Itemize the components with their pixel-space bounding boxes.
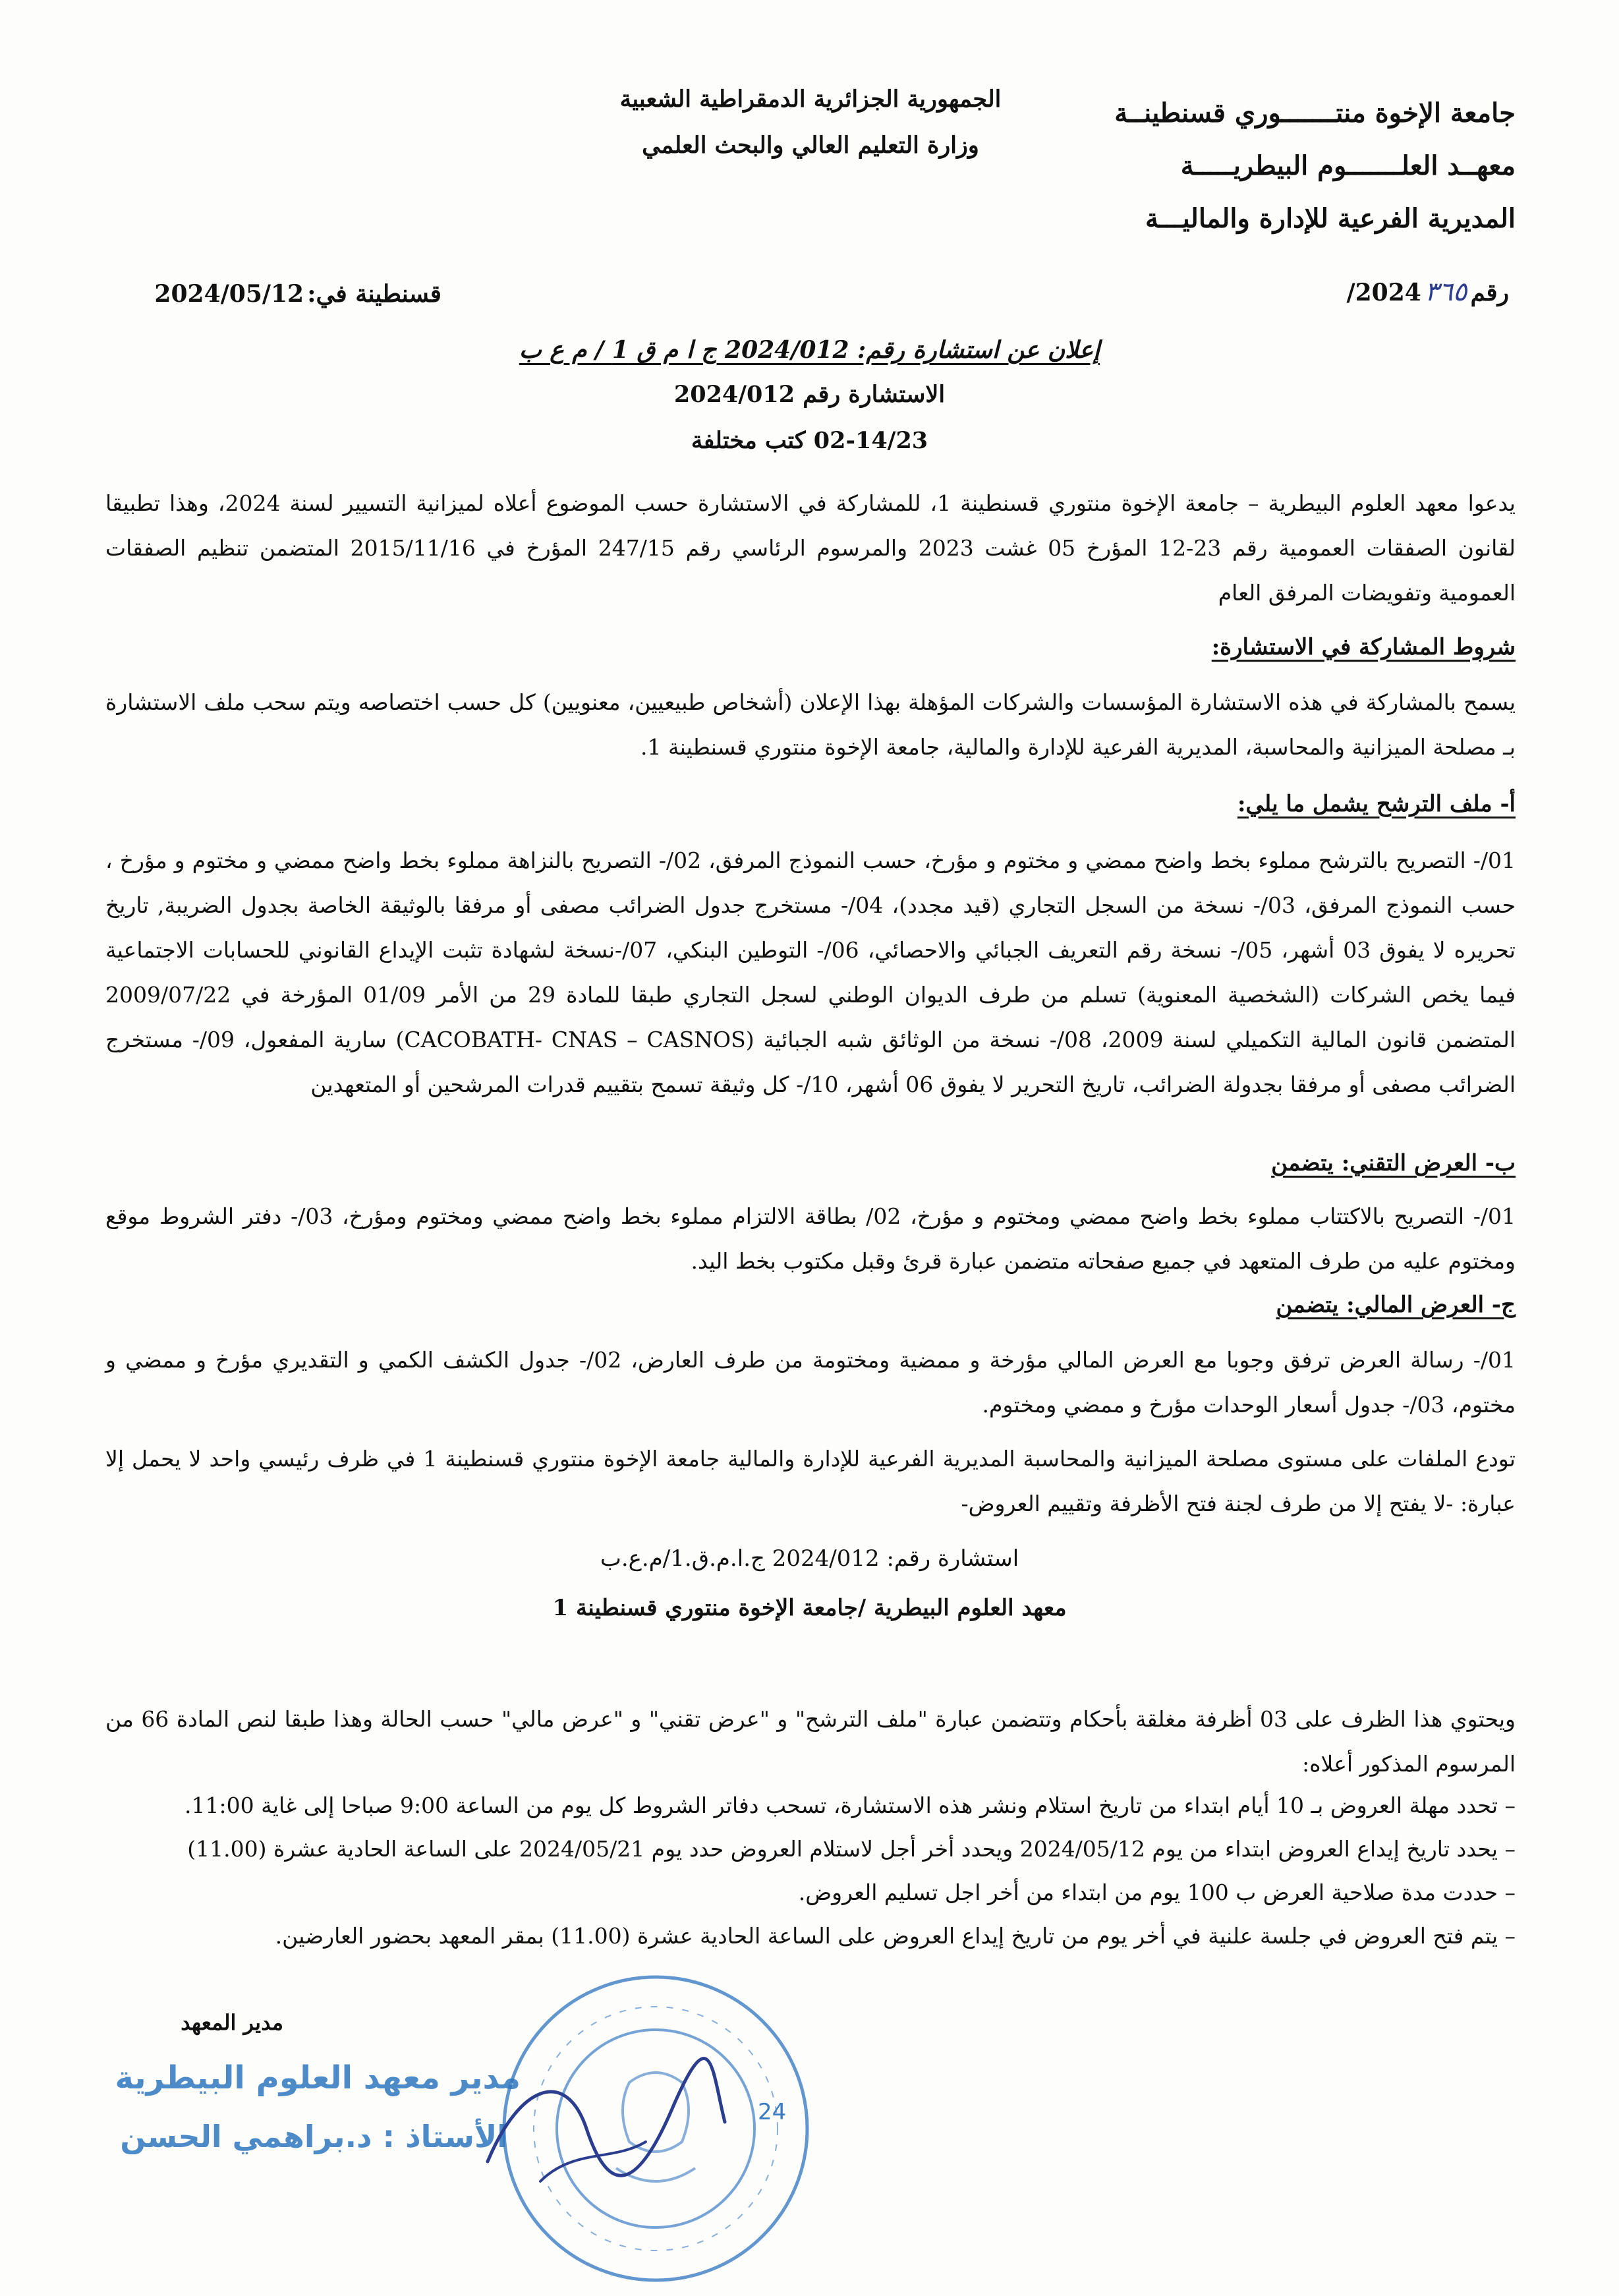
consultation-subject: 02-14/23 كتب مختلفة <box>691 427 928 454</box>
deadlines-list <box>105 1793 1516 1966</box>
director-stamp-line-1: مدير معهد العلوم البيطرية <box>115 2059 521 2096</box>
republic-name: الجمهورية الجزائرية الدمقراطية الشعبية <box>619 86 1002 113</box>
handwritten-signature <box>461 2030 738 2227</box>
section-a-heading: أ- ملف الترشح يشمل ما يلي: <box>1237 791 1516 817</box>
section-b-text: 01/- التصريح بالاكتتاب مملوء بخط واضح ممضي ومختوم و مؤرخ، 02/ بطاقة الالتزام مملوء بخط واضح ممضي ومختوم ومؤرخ، 03/- دفتر الشروط موقع ومختوم عليه من طرف المتعهد في جميع صفحاته متضمن عبارة قرئ وقبل مكتوب بخط اليد. <box>105 1203 1516 1274</box>
director-stamp-line-2: الأستاذ : د.براهمي الحسن <box>120 2119 507 2154</box>
director-label: مدير المعهد <box>181 2010 283 2035</box>
envelope-line-1: استشارة رقم: 2024/012 ج.ا.م.ق.1/م.ع.ب <box>600 1545 1019 1572</box>
institute-name: معهــد العلـــــــوم البيطريـــــة <box>1180 150 1516 181</box>
reference-handwritten: ٣٦٥ <box>1424 277 1467 307</box>
reference-label: رقم <box>1470 279 1509 306</box>
envelope-line-2: معهد العلوم البيطرية /جامعة الإخوة منتوري قسنطينة 1 <box>552 1595 1067 1621</box>
section-b-heading: ب- العرض التقني: يتضمن <box>1271 1150 1516 1176</box>
list-item: – يحدد تاريخ إيداع العروض ابتداء من يوم 2024/05/12 ويحدد أخر أجل لاستلام العروض حدد يوم 2024/05/21 على الساعة الحادية عشرة (11.00) <box>187 1836 1516 1862</box>
list-item: – تحدد مهلة العروض بـ 10 أيام ابتداء من تاريخ استلام ونشر هذه الاستشارة، تسحب دفاتر الشروط كل يوم من الساعة 9:00 صباحا إلى غاية 11:00. <box>184 1793 1516 1818</box>
list-item: – يتم فتح العروض في جلسة علنية في أخر يوم من تاريخ إيداع العروض على الساعة الحادية عشرة (11.00) بمقر المعهد بحضور العارضين. <box>275 1923 1516 1949</box>
announcement-title: إعلان عن استشارة رقم: 2024/012 ج ا م ق 1 / م ع ب <box>519 336 1100 364</box>
conditions-text: يسمح بالمشاركة في هذه الاستشارة المؤسسات والشركات المؤهلة بهذا الإعلان (أشخاص طبيعيين، معنويين) كل حسب اختصاصه ويتم سحب ملف الاستشارة بـ مصلحة الميزانية والمحاسبة، المديرية الفرعية للإدارة والمالية، جامعة الإخوة منتوري قسنطينة 1. <box>105 689 1516 760</box>
deposit-paragraph: تودع الملفات على مستوى مصلحة الميزانية والمحاسبة المديرية الفرعية للإدارة والمالية جامعة الإخوة منتوري قسنطينة 1 في ظرف رئيسي واحد لا يحمل إلا عبارة: -لا يفتح إلا من طرف لجنة فتح الأظرفة وتقييم العروض- <box>105 1446 1516 1516</box>
reference-number <box>1311 277 1509 316</box>
section-c-text: 01/- رسالة العرض ترفق وجوبا مع العرض المالي مؤرخة و ممضية ومختومة من طرف العارض، 02/- جدول الكشف الكمي و التقديري مؤرخ و ممضي و مختوم، 03/- جدول أسعار الوحدات مؤرخ و ممضي ومختوم. <box>105 1347 1516 1418</box>
document-date <box>132 280 441 308</box>
reference-value: 2024/ <box>1346 279 1421 306</box>
date-label: قسنطينة في: <box>307 280 441 308</box>
intro-paragraph: يدعوا معهد العلوم البيطرية – جامعة الإخوة منتوري قسنطينة 1، للمشاركة في الاستشارة حسب الموضوع أعلاه لميزانية التسيير لسنة 2024، وهذا تطبيقا لقانون الصفقات العمومية رقم 23-12 المؤرخ 05 غشت 2023 والمرسوم الرئاسي رقم 247/15 المؤرخ في 2015/11/16 المتضمن تنظيم الصفقات العمومية وتفويضات المرفق العام <box>105 490 1516 606</box>
date-value: 2024/05/12 <box>154 280 304 308</box>
university-name: جامعة الإخوة منتـــــــوري قسنطينــة <box>1114 98 1516 129</box>
conditions-heading: شروط المشاركة في الاستشارة: <box>1211 634 1516 660</box>
consultation-number: الاستشارة رقم 2024/012 <box>673 381 946 408</box>
seal-number: 24 <box>758 2099 787 2125</box>
contents-paragraph: ويحتوي هذا الظرف على 03 أظرفة مغلقة بأحكام وتتضمن عبارة "ملف الترشح" و "عرض تقني" و "عرض مالي" حسب الحالة وهذا طبقا لنص المادة 66 من المرسوم المذكور أعلاه: <box>105 1706 1516 1777</box>
section-a-text: 01/- التصريح بالترشح مملوء بخط واضح ممضي و مختوم و مؤرخ، حسب النموذج المرفق، 02/- التصريح بالنزاهة مملوء بخط واضح ممضي و مختوم و مؤرخ ، حسب النموذج المرفق، 03/- نسخة من السجل التجاري (قيد مجدد)، 04/- مستخرج جدول الضرائب مصفى أو مرفقا بالوثيقة الخاصة بجدول الضريبة, تاريخ تحريره لا يفوق 03 أشهر، 05/- نسخة رقم التعريف الجبائي والاحصائي، 06/- التوطين البنكي، 07/-نسخة لشهادة تثبت الإيداع القانوني للحسابات الاجتماعية فيما يخص الشركات (الشخصية المعنوية) تسلم من طرف الديوان الوطني لسجل التجاري طبقا للمادة 29 من الأمر 01/09 المؤرخة في 2009/07/22 المتضمن قانون المالية التكميلي لسنة 2009، 08/- نسخة من الوثائق شبه الجبائية (CACOBATH- CNAS – CASNOS) سارية المفعول، 09/- مستخرج الضرائب مصفى أو مرفقا بجدولة الضرائب، تاريخ التحرير لا يفوق 06 أشهر، 10/- كل وثيقة تسمح بتقييم قدرات المرشحين أو المتعهدين <box>105 847 1516 1097</box>
section-c-heading: ج- العرض المالي: يتضمن <box>1276 1292 1516 1318</box>
ministry-name: وزارة التعليم العالي والبحث العلمي <box>642 132 979 159</box>
list-item: – حددت مدة صلاحية العرض ب 100 يوم من ابتداء من أخر اجل تسليم العروض. <box>798 1880 1516 1905</box>
subdirectorate-name: المديرية الفرعية للإدارة والماليـــة <box>1145 203 1516 234</box>
